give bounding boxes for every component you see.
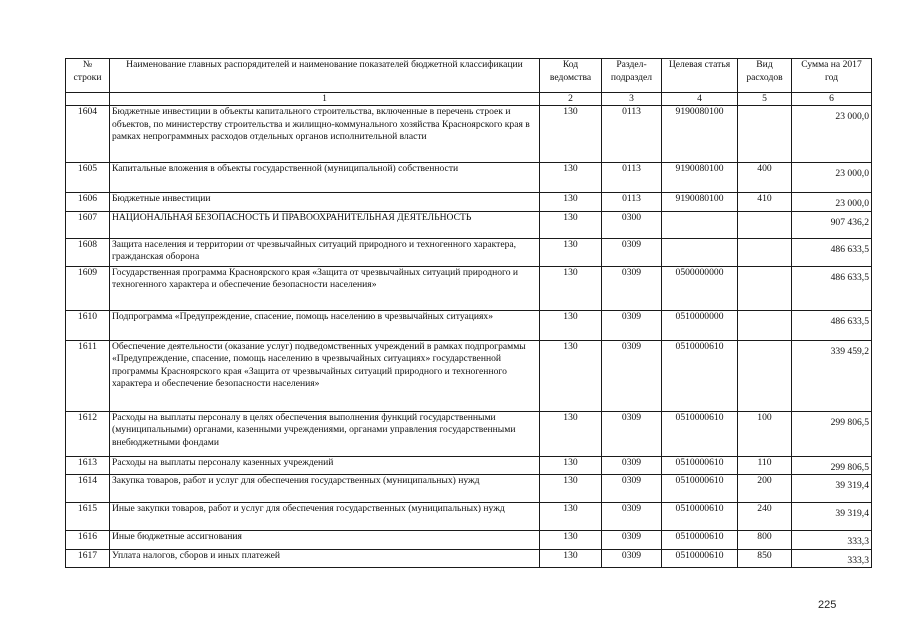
row-expense-type bbox=[738, 266, 792, 310]
row-expense-type bbox=[738, 106, 792, 163]
row-target-article bbox=[662, 211, 738, 238]
row-name: Иные бюджетные ассигнования bbox=[110, 531, 540, 550]
table-row bbox=[66, 549, 872, 568]
row-sum bbox=[792, 411, 872, 456]
row-number: 1617 bbox=[66, 549, 110, 568]
row-sum bbox=[792, 211, 872, 238]
row-sum bbox=[792, 456, 872, 475]
row-department-code: 130 bbox=[540, 456, 602, 475]
row-sum-value: 39 319,4 bbox=[835, 508, 869, 520]
row-number: 1609 bbox=[66, 266, 110, 310]
table-row bbox=[66, 456, 872, 475]
row-number: 1606 bbox=[66, 193, 110, 212]
table-header-row bbox=[66, 59, 872, 93]
row-sum bbox=[792, 163, 872, 193]
row-number: 1604 bbox=[66, 106, 110, 163]
row-sum-value: 39 319,4 bbox=[835, 480, 869, 492]
table-body bbox=[66, 106, 872, 568]
row-number: 1616 bbox=[66, 531, 110, 550]
row-sum-value: 23 000,0 bbox=[835, 168, 869, 179]
row-number: 1607 bbox=[66, 211, 110, 238]
row-sum-value: 333,3 bbox=[847, 536, 869, 548]
row-section: 0309 bbox=[602, 549, 662, 568]
row-expense-type bbox=[738, 340, 792, 411]
row-sum bbox=[792, 475, 872, 503]
row-sum bbox=[792, 310, 872, 340]
row-department-code: 130 bbox=[540, 411, 602, 456]
row-target-article: 0510000610 bbox=[662, 549, 738, 568]
row-sum bbox=[792, 503, 872, 531]
header-row-number: № строки bbox=[66, 59, 110, 93]
row-name: Иные закупки товаров, работ и услуг для обеспечения государственных (муниципальных) нужд bbox=[110, 503, 540, 531]
table-row bbox=[66, 106, 872, 163]
row-name: Расходы на выплаты персоналу в целях обеспечения выполнения функций государственными (муниципальными) органами, казенными учреждениями, органами управления государственными внебюджетными фондами bbox=[110, 411, 540, 456]
row-expense-type: 110 bbox=[738, 456, 792, 475]
row-expense-type bbox=[738, 310, 792, 340]
row-target-article: 9190080100 bbox=[662, 106, 738, 163]
header-expense-type: Вид расходов bbox=[738, 59, 792, 93]
table-row bbox=[66, 310, 872, 340]
row-expense-type: 410 bbox=[738, 193, 792, 212]
row-sum-value: 486 633,5 bbox=[830, 315, 869, 327]
table-row bbox=[66, 531, 872, 550]
table-row bbox=[66, 163, 872, 193]
row-section: 0309 bbox=[602, 266, 662, 310]
row-target-article: 0510000610 bbox=[662, 340, 738, 411]
row-target-article: 0510000000 bbox=[662, 310, 738, 340]
column-number: 3 bbox=[602, 93, 662, 106]
row-department-code: 130 bbox=[540, 266, 602, 310]
row-sum-value: 23 000,0 bbox=[835, 111, 869, 122]
page-number: 225 bbox=[818, 599, 837, 611]
row-sum-value: 23 000,0 bbox=[835, 198, 869, 209]
table-row bbox=[66, 503, 872, 531]
row-name: Капитальные вложения в объекты государственной (муниципальной) собственности bbox=[110, 163, 540, 193]
row-number: 1610 bbox=[66, 310, 110, 340]
row-name: Подпрограмма «Предупреждение, спасение, помощь населению в чрезвычайных ситуациях» bbox=[110, 310, 540, 340]
table-row bbox=[66, 411, 872, 456]
table-row bbox=[66, 238, 872, 266]
header-department-code: Код ведомства bbox=[540, 59, 602, 93]
row-sum bbox=[792, 531, 872, 550]
row-sum bbox=[792, 106, 872, 163]
row-number: 1608 bbox=[66, 238, 110, 266]
row-target-article: 0510000610 bbox=[662, 456, 738, 475]
row-name: Защита населения и территории от чрезвычайных ситуаций природного и техногенного характера, гражданская оборона bbox=[110, 238, 540, 266]
table-row bbox=[66, 340, 872, 411]
row-department-code: 130 bbox=[540, 106, 602, 163]
table-row bbox=[66, 193, 872, 212]
row-target-article: 0510000610 bbox=[662, 531, 738, 550]
row-department-code: 130 bbox=[540, 475, 602, 503]
column-number: 5 bbox=[738, 93, 792, 106]
row-name: Бюджетные инвестиции bbox=[110, 193, 540, 212]
header-target-article: Целевая статья bbox=[662, 59, 738, 93]
row-section: 0309 bbox=[602, 456, 662, 475]
row-sum-value: 299 806,5 bbox=[830, 461, 869, 473]
row-section: 0309 bbox=[602, 475, 662, 503]
row-department-code: 130 bbox=[540, 211, 602, 238]
row-number: 1612 bbox=[66, 411, 110, 456]
row-target-article: 0510000610 bbox=[662, 503, 738, 531]
row-section: 0309 bbox=[602, 238, 662, 266]
row-department-code: 130 bbox=[540, 531, 602, 550]
row-department-code: 130 bbox=[540, 340, 602, 411]
row-target-article: 9190080100 bbox=[662, 193, 738, 212]
row-number: 1611 bbox=[66, 340, 110, 411]
column-number: 4 bbox=[662, 93, 738, 106]
row-section: 0309 bbox=[602, 503, 662, 531]
header-name: Наименование главных распорядителей и наименование показателей бюджетной классификации bbox=[110, 59, 540, 93]
row-expense-type: 200 bbox=[738, 475, 792, 503]
row-number: 1614 bbox=[66, 475, 110, 503]
row-expense-type: 850 bbox=[738, 549, 792, 568]
row-section: 0113 bbox=[602, 193, 662, 212]
row-name: Расходы на выплаты персоналу казенных учреждений bbox=[110, 456, 540, 475]
row-name: Закупка товаров, работ и услуг для обеспечения государственных (муниципальных) нужд bbox=[110, 475, 540, 503]
row-number: 1615 bbox=[66, 503, 110, 531]
row-target-article: 9190080100 bbox=[662, 163, 738, 193]
row-expense-type: 240 bbox=[738, 503, 792, 531]
row-target-article: 0500000000 bbox=[662, 266, 738, 310]
row-section: 0300 bbox=[602, 211, 662, 238]
table-row bbox=[66, 211, 872, 238]
row-number: 1605 bbox=[66, 163, 110, 193]
row-name: Бюджетные инвестиции в объекты капитального строительства, включенные в перечень строек и объектов, по министерству строительства и жилищно-коммунального хозяйства Красноярского края в рамках непрограммных расходов отдельных органов исполнительной власти bbox=[110, 106, 540, 163]
row-department-code: 130 bbox=[540, 503, 602, 531]
row-number: 1613 bbox=[66, 456, 110, 475]
row-department-code: 130 bbox=[540, 163, 602, 193]
row-target-article bbox=[662, 238, 738, 266]
budget-table bbox=[65, 58, 872, 568]
row-sum bbox=[792, 238, 872, 266]
row-sum-value: 486 633,5 bbox=[830, 243, 869, 255]
row-sum-value: 486 633,5 bbox=[830, 271, 869, 283]
header-sum: Сумма на 2017 год bbox=[792, 59, 872, 93]
row-expense-type bbox=[738, 238, 792, 266]
row-sum-value: 333,3 bbox=[847, 554, 869, 566]
row-name: Государственная программа Красноярского края «Защита от чрезвычайных ситуаций природного и техногенного характера и обеспечение безопасности населения» bbox=[110, 266, 540, 310]
column-number: 1 bbox=[110, 93, 540, 106]
row-sum-value: 339 459,2 bbox=[830, 345, 869, 357]
table-row bbox=[66, 266, 872, 310]
row-name: Обеспечение деятельности (оказание услуг) подведомственных учреждений в рамках подпрограммы «Предупреждение, спасение, помощь населению в чрезвычайных ситуациях» государственной программы Красноярского края «Защита от чрезвычайных ситуаций природного и техногенного характера и обеспечение безопасности населения» bbox=[110, 340, 540, 411]
row-sum bbox=[792, 193, 872, 212]
column-number-blank bbox=[66, 93, 110, 106]
row-target-article: 0510000610 bbox=[662, 475, 738, 503]
column-number-row bbox=[66, 93, 872, 106]
row-section: 0113 bbox=[602, 106, 662, 163]
row-section: 0309 bbox=[602, 310, 662, 340]
row-section: 0309 bbox=[602, 531, 662, 550]
column-number: 2 bbox=[540, 93, 602, 106]
row-section: 0309 bbox=[602, 411, 662, 456]
row-name: НАЦИОНАЛЬНАЯ БЕЗОПАСНОСТЬ И ПРАВООХРАНИТЕЛЬНАЯ ДЕЯТЕЛЬНОСТЬ bbox=[110, 211, 540, 238]
row-sum bbox=[792, 266, 872, 310]
row-sum-value: 299 806,5 bbox=[830, 416, 869, 428]
row-department-code: 130 bbox=[540, 238, 602, 266]
header-section: Раздел-подраздел bbox=[602, 59, 662, 93]
row-department-code: 130 bbox=[540, 310, 602, 340]
row-sum bbox=[792, 549, 872, 568]
row-name: Уплата налогов, сборов и иных платежей bbox=[110, 549, 540, 568]
row-sum bbox=[792, 340, 872, 411]
row-department-code: 130 bbox=[540, 193, 602, 212]
row-expense-type bbox=[738, 211, 792, 238]
row-section: 0309 bbox=[602, 340, 662, 411]
row-section: 0113 bbox=[602, 163, 662, 193]
row-expense-type: 400 bbox=[738, 163, 792, 193]
row-expense-type: 100 bbox=[738, 411, 792, 456]
row-expense-type: 800 bbox=[738, 531, 792, 550]
row-sum-value: 907 436,2 bbox=[830, 216, 869, 228]
table-row bbox=[66, 475, 872, 503]
row-target-article: 0510000610 bbox=[662, 411, 738, 456]
row-department-code: 130 bbox=[540, 549, 602, 568]
column-number: 6 bbox=[792, 93, 872, 106]
